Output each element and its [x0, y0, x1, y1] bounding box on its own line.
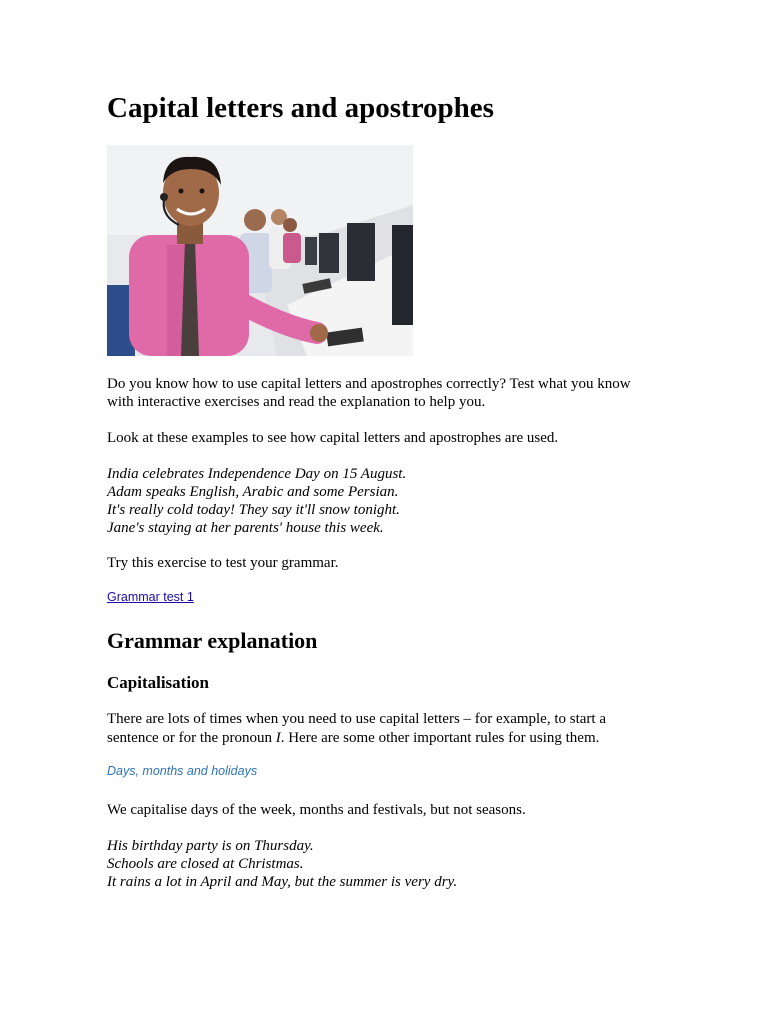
- cap-text-line-2: [107, 729, 599, 747]
- example-sentence: His birthday party is on Thursday.: [107, 838, 314, 854]
- cap-text-line-1: There are lots of times when you need to use capital letters – for example, to start a: [107, 711, 606, 727]
- intro-line-1: Do you know how to use capital letters and apostrophes correctly? Test what you know: [107, 376, 631, 392]
- look-text: Look at these examples to see how capital letters and apostrophes are used.: [107, 430, 559, 446]
- grammar-test-link[interactable]: Grammar test 1: [107, 590, 194, 604]
- example-sentence: It rains a lot in April and May, but the summer is very dry.: [107, 874, 458, 890]
- pronoun-i: I: [275, 730, 281, 746]
- days-months-heading: Days, months and holidays: [107, 764, 258, 778]
- cap-text-part: . Here are some other important rules for using them.: [280, 730, 600, 746]
- example-sentence: Jane's staying at her parents' house this week.: [107, 520, 384, 536]
- cap-text-part: sentence or for the pronoun: [107, 730, 276, 746]
- try-text: Try this exercise to test your grammar.: [107, 555, 339, 571]
- intro-line-2: with interactive exercises and read the explanation to help you.: [107, 394, 486, 410]
- page-title: Capital letters and apostrophes: [107, 92, 494, 124]
- section-heading: Grammar explanation: [107, 628, 318, 653]
- example-sentence: It's really cold today! They say it'll snow tonight.: [107, 502, 400, 518]
- example-sentence: Adam speaks English, Arabic and some Persian.: [107, 484, 399, 500]
- days-text: We capitalise days of the week, months and festivals, but not seasons.: [107, 802, 526, 818]
- call-center-photo: [107, 145, 413, 356]
- subsection-heading: Capitalisation: [107, 673, 210, 692]
- call-center-illustration: [107, 145, 413, 356]
- example-sentence: India celebrates Independence Day on 15 August.: [107, 466, 407, 482]
- example-sentence: Schools are closed at Christmas.: [107, 856, 304, 872]
